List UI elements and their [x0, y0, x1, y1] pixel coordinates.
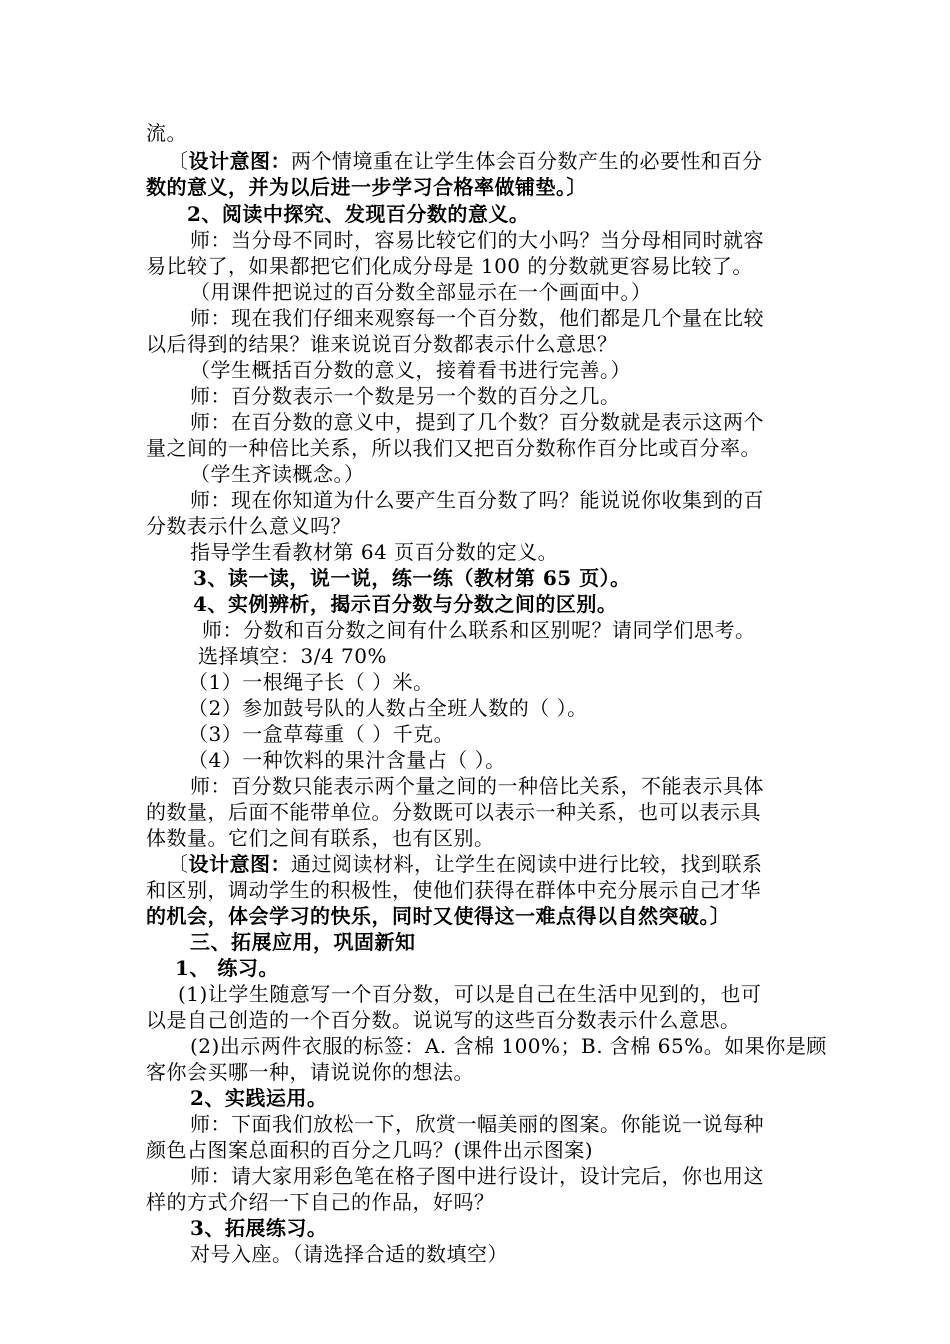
text-line: （用课件把说过的百分数全部显示在一个画面中。） — [190, 280, 652, 304]
text-line: 选择填空：3/4 70% — [198, 644, 387, 668]
text-line: 量之间的一种倍比关系，所以我们又把百分数称作百分比或百分率。 — [146, 436, 761, 460]
text-line: (1)让学生随意写一个百分数，可以是自己在生活中见到的，也可 — [178, 982, 762, 1006]
text-line: 指导学生看教材第 64 页百分数的定义。 — [190, 540, 559, 564]
bracket-open: 〔 — [168, 852, 189, 876]
text-line: 师：现在我们仔细来观察每一个百分数，他们都是几个量在比较 — [190, 306, 764, 330]
text-line: 师：在百分数的意义中，提到了几个数？百分数就是表示这两个 — [190, 410, 764, 434]
exercise-item: （3）一盒草莓重（ ）千克。 — [188, 722, 455, 746]
section-heading: 4、实例辨析，揭示百分数与分数之间的区别。 — [193, 592, 618, 616]
text-line: （学生齐读概念。） — [190, 462, 365, 486]
text-line: 样的方式介绍一下自己的作品，好吗？ — [146, 1190, 495, 1214]
text-line: 师：下面我们放松一下，欣赏一幅美丽的图案。你能说一说每种 — [190, 1112, 764, 1136]
text-line: 颜色占图案总面积的百分之几吗？(课件出示图案) — [146, 1138, 594, 1162]
section-heading: 1、 练习。 — [175, 956, 279, 980]
text-line: 以是自己创造的一个百分数。说说写的这些百分数表示什么意思。 — [146, 1008, 741, 1032]
design-intent-text: 两个情境重在让学生体会百分数产生的必要性和百分 — [291, 149, 763, 173]
text-line: 以后得到的结果？谁来说说百分数都表示什么意思？ — [146, 332, 618, 356]
section-heading: 2、阅读中探究、发现百分数的意义。 — [187, 202, 530, 226]
exercise-item: （1）一根绳子长（ ）米。 — [188, 670, 434, 694]
text-line: 师：当分母不同时，容易比较它们的大小吗？当分母相同时就容 — [190, 228, 764, 252]
text-line: 数的意义，并为以后进一步学习合格率做铺垫。〕 — [146, 175, 587, 199]
design-intent-line — [168, 148, 838, 174]
section-heading: 3、拓展练习。 — [190, 1216, 328, 1240]
text-line: 师：分数和百分数之间有什么联系和区别呢？请同学们思考。 — [202, 618, 756, 642]
text-line: 师：请大家用彩色笔在格子图中进行设计，设计完后，你也用这 — [190, 1164, 764, 1188]
text-line: 客你会买哪一种，请说说你的想法。 — [146, 1060, 474, 1084]
section-heading: 2、实践运用。 — [190, 1086, 328, 1110]
text-line: 师：百分数表示一个数是另一个数的百分之几。 — [190, 384, 621, 408]
text-line: 对号入座。（请选择合适的数填空） — [190, 1242, 508, 1266]
section-heading: 三、拓展应用，巩固新知 — [190, 930, 416, 954]
text-line: 易比较了，如果都把它们化成分母是 100 的分数就更容易比较了。 — [146, 254, 753, 278]
exercise-item: （2）参加鼓号队的人数占全班人数的（ ）。 — [188, 696, 588, 720]
text-line: 和区别，调动学生的积极性，使他们获得在群体中充分展示自己才华 — [146, 878, 761, 902]
text-line: (2)出示两件衣服的标签：A. 含棉 100%；B. 含棉 65%。如果你是顾 — [190, 1034, 827, 1058]
text-line: 师：现在你知道为什么要产生百分数了吗？能说说你收集到的百 — [190, 488, 764, 512]
design-intent-label: 设计意图： — [188, 149, 291, 173]
text-line: 分数表示什么意义吗？ — [146, 514, 351, 538]
text-line: 的数量，后面不能带单位。分数既可以表示一种关系，也可以表示具 — [146, 800, 761, 824]
text-line: 体数量。它们之间有联系，也有区别。 — [146, 826, 495, 850]
text-line: （学生概括百分数的意义，接着看书进行完善。） — [190, 358, 631, 382]
section-heading: 3、读一读，说一说，练一练（教材第 65 页）。 — [193, 566, 631, 590]
text-line: 流。 — [146, 121, 187, 145]
exercise-item: （4）一种饮料的果汁含量占（ ）。 — [188, 748, 506, 772]
design-intent-label: 设计意图： — [188, 852, 291, 876]
text-line: 师：百分数只能表示两个量之间的一种倍比关系，不能表示具体 — [190, 774, 764, 798]
design-intent-line — [168, 851, 838, 877]
design-intent-text: 通过阅读材料，让学生在阅读中进行比较，找到联系 — [291, 852, 763, 876]
bracket-open: 〔 — [168, 149, 189, 173]
text-line: 的机会，体会学习的快乐，同时又使得这一难点得以自然突破。〕 — [146, 904, 731, 928]
